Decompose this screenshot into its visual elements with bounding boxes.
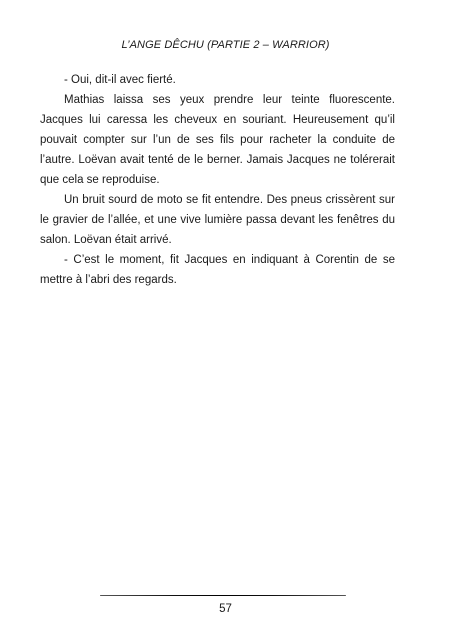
paragraph-mathias: Mathias laissa ses yeux prendre leur teinte fluorescente. Jacques lui caressa les cheveux en souriant. Heureusement qu’il pouvait compter sur l’un de ses fils pour racheter la conduite de l’autre. Loëvan avait tenté de le berner. Jamais Jacques ne tolérerait que cela se reproduise. (40, 94, 395, 186)
page-number: 57 (219, 603, 232, 615)
paragraph-dialogue-moment: - C’est le moment, fit Jacques en indiquant à Corentin de se mettre à l’abri des regards. (40, 254, 395, 286)
paragraph-dialogue-oui: - Oui, dit-il avec fierté. (64, 74, 176, 86)
paragraph-bruit-moto: Un bruit sourd de moto se fit entendre. Des pneus crissèrent sur le gravier de l’allée, et une vive lumière passa devant les fenêtres du salon. Loëvan était arrivé. (40, 194, 395, 246)
body-text (40, 70, 395, 290)
footer-divider (100, 594, 346, 597)
running-header-title: L’ANGE DÊCHU (PARTIE 2 – WARRIOR) (121, 39, 330, 51)
